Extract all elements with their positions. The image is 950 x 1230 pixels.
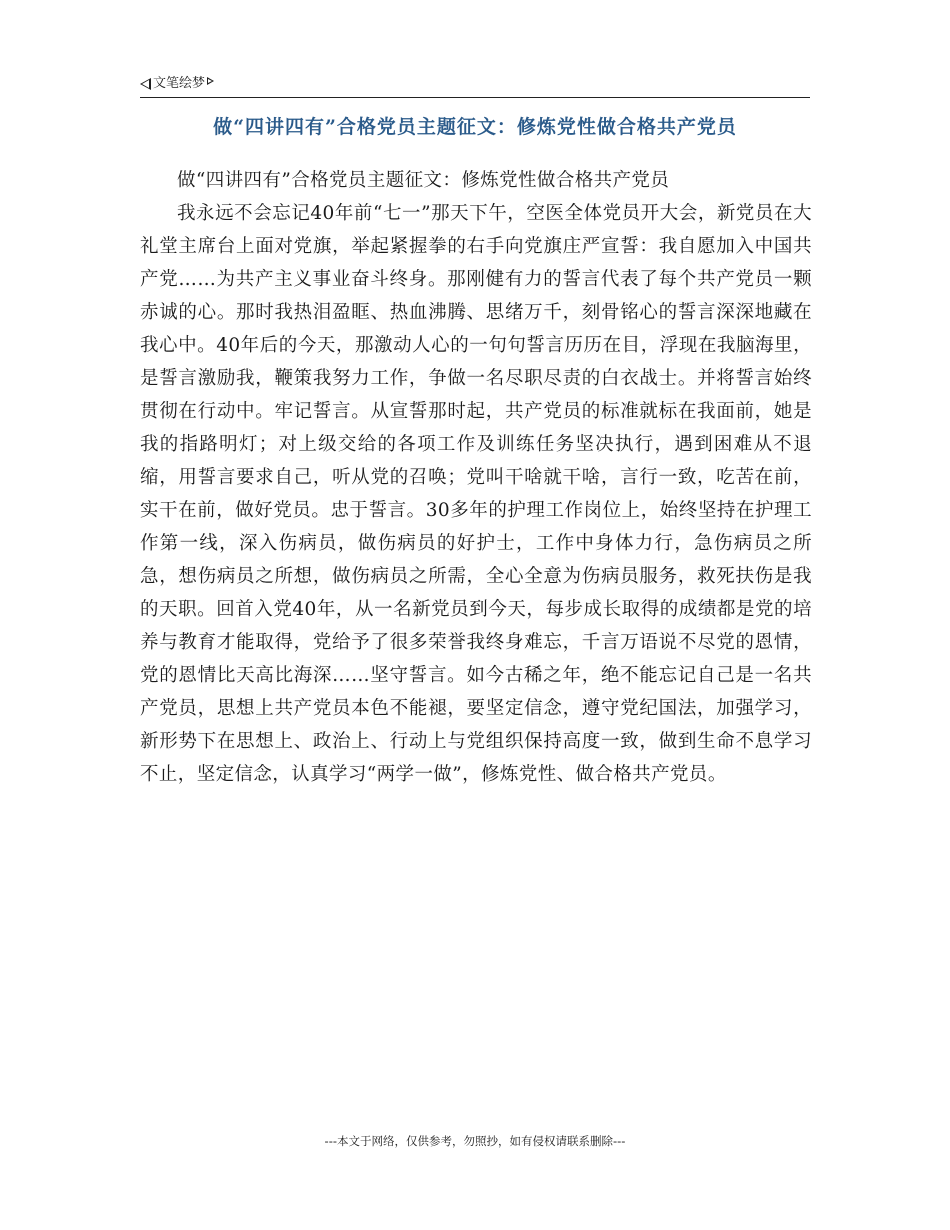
document-body <box>140 164 812 791</box>
page-footer: ---本文于网络，仅供参考，勿照抄，如有侵权请联系删除--- <box>324 1134 626 1148</box>
page-header <box>140 75 810 98</box>
body-subtitle-line: 做“四讲四有”合格党员主题征文：修炼党性做合格共产党员 <box>177 170 670 191</box>
body-paragraph: 我永远不会忘记40年前“七一”那天下午，空医全体党员开大会，新党员在大礼堂主席台上面对党旗，举起紧握拳的右手向党旗庄严宣誓：我自愿加入中国共产党……为共产主义事业奋斗终身。那刚健有力的誓言代表了每个共产党员一颗赤诚的心。那时我热泪盈眶、热血沸腾、思绪万千，刻骨铭心的誓言深深地藏在我心中。40年后的今天，那激动人心的一句句誓言历历在目，浮现在我脑海里，是誓言激励我，鞭策我努力工作，争做一名尽职尽责的白衣战士。并将誓言始终贯彻在行动中。牢记誓言。从宣誓那时起，共产党员的标准就标在我面前，她是我的指路明灯；对上级交给的各项工作及训练任务坚决执行，遇到困难从不退缩，用誓言要求自己，听从党的召唤；党叫干啥就干啥，言行一致，吃苦在前，实干在前，做好党员。忠于誓言。30多年的护理工作岗位上，始终坚持在护理工作第一线，深入伤病员，做伤病员的好护士，工作中身体力行，急伤病员之所急，想伤病员之所想，做伤病员之所需，全心全意为伤病员服务，救死扶伤是我的天职。回首入党40年，从一名新党员到今天，每步成长取得的成绩都是党的培养与教育才能取得，党给予了很多荣誉我终身难忘，千言万语说不尽党的恩情，党的恩情比天高比海深……坚守誓言。如今古稀之年，绝不能忘记自己是一名共产党员，思想上共产党员本色不能褪，要坚定信念，遵守党纪国法，加强学习，新形势下在思想上、政治上、行动上与党组织保持高度一致，做到生命不息学习不止，坚定信念，认真学习“两学一做”，修炼党性、做合格共产党员。 <box>140 203 812 785</box>
right-triangle-icon <box>207 77 214 85</box>
left-triangle-icon <box>140 78 151 90</box>
header-brand <box>140 75 214 93</box>
header-brand-text: 文笔绘梦 <box>153 76 206 91</box>
document-title: 做“四讲四有”合格党员主题征文：修炼党性做合格共产党员 <box>213 116 737 138</box>
